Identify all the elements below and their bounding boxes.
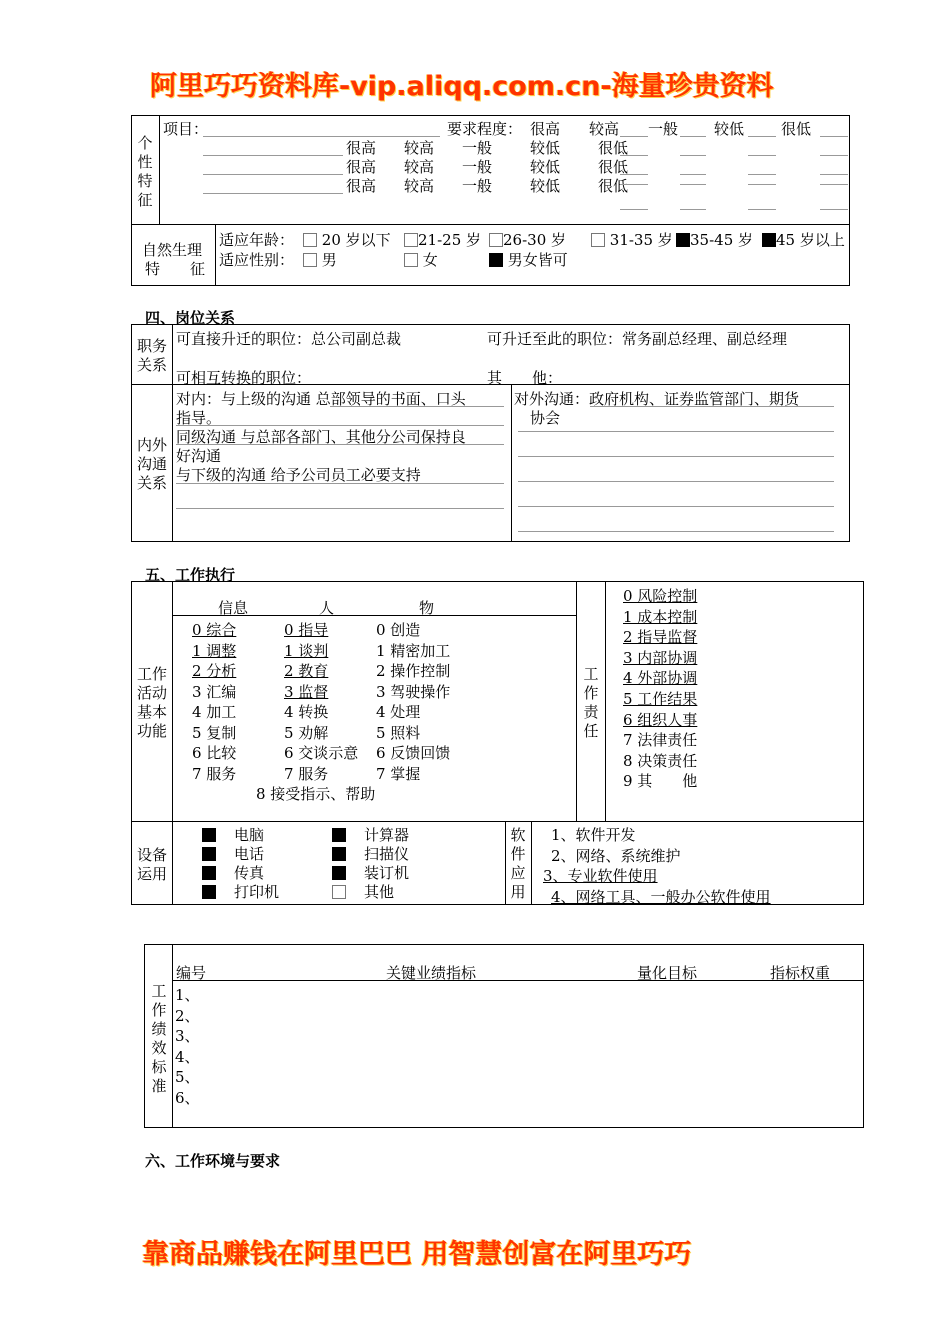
responsibility-label: 工作责任 [583,665,599,740]
info-item: 3 汇编 [192,682,237,701]
equipment-checkbox[interactable] [332,828,346,842]
level-header-4: 很低 [781,120,812,138]
kpi-table [144,944,864,1128]
physio-side-label-2: 特 征 [145,260,206,278]
things-item: 7 掌握 [376,764,421,783]
level-row-3-2: 一般 [462,177,493,195]
equipment-item[interactable] [332,862,409,883]
level-row-3-4: 很低 [598,177,629,195]
gender-label: 适应性别： [219,251,295,269]
internal-comm-5: 与下级的沟通 给予公司员工必要支持 [176,466,421,484]
equipment-checkbox[interactable] [332,885,346,899]
level-row-1-4: 很低 [598,139,629,157]
level-row-2-0: 很高 [346,158,377,176]
internal-comm-1: 对内：与上级的沟通 总部领导的书面、口头 [176,390,466,408]
info-item: 2 分析 [192,662,237,680]
age-option-2[interactable] [489,229,566,250]
top-banner: 阿里巧巧资料库-vip.aliqq.com.cn-海量珍贵资料 [150,71,774,102]
level-row-2-3: 较低 [530,158,561,176]
activity-label: 工作活动基本功能 [136,665,167,740]
age-option-3-label: 31-35 岁 [609,231,673,249]
level-row-3-3: 较低 [530,177,561,195]
people-item: 2 教育 [284,662,329,680]
info-item: 1 调整 [192,641,237,660]
equipment-item[interactable] [202,843,264,864]
duty-relations-label: 职务关系 [136,337,167,374]
equipment-item[interactable] [202,881,279,902]
people-item: 3 监督 [284,682,329,701]
responsibility-item: 2 指导监督 [623,628,698,647]
equipment-checkbox[interactable] [332,866,346,880]
level-row-3-1: 较高 [404,177,435,195]
equipment-item-label: 传真 [234,864,265,882]
people-item: 6 交谈示意 [284,744,359,762]
gender-checkbox-0[interactable] [303,253,317,267]
software-2: 3、专业软件使用 [543,867,658,885]
equipment-item-label: 其他 [364,883,395,901]
equipment-item-label: 电话 [234,845,265,863]
equipment-item-label: 装订机 [364,864,410,882]
gender-option-0-label: 男 [321,251,337,269]
kpi-header-indicator: 关键业绩指标 [386,964,477,982]
equipment-item[interactable] [332,843,409,864]
equipment-item-label: 扫描仪 [364,845,410,863]
info-item: 0 综合 [192,621,237,639]
internal-comm-3: 同级沟通 与总部各部门、其他分公司保持良 [176,428,466,446]
things-item: 0 创造 [376,621,421,639]
extra-function: 8 接受指示、帮助 [256,785,376,803]
level-row-2-4: 很低 [598,158,629,176]
section6-title: 六、工作环境与要求 [145,1152,281,1170]
responsibility-item: 0 风险控制 [623,587,698,605]
section4-title: 四、岗位关系 [145,309,236,327]
gender-option-0[interactable] [303,249,337,270]
age-checkbox-5[interactable] [762,233,776,247]
gender-option-1-label: 女 [422,251,438,269]
things-item: 4 处理 [376,703,421,721]
age-option-4-label: 35-45 岁 [690,231,754,249]
responsibility-item: 8 决策责任 [623,751,698,770]
gender-checkbox-2[interactable] [489,253,503,267]
internal-comm-4: 好沟通 [176,447,222,465]
level-header-3: 较低 [714,120,745,138]
kpi-row: 6、 [175,1088,200,1107]
kpi-row: 5、 [175,1068,200,1086]
people-item: 7 服务 [284,764,329,783]
things-item: 2 操作控制 [376,662,451,680]
responsibility-item: 7 法律责任 [623,731,698,750]
level-header-1: 较高 [589,120,620,138]
level-header-0: 很高 [530,120,561,138]
age-checkbox-0[interactable] [303,233,317,247]
level-row-1-0: 很高 [346,139,377,157]
equipment-item[interactable] [202,824,264,845]
level-row-3-0: 很高 [346,177,377,195]
transfer-positions: 可相互转换的职位： [176,369,312,387]
people-item: 5 劝解 [284,723,329,742]
age-option-0-label: 20 岁以下 [321,231,391,249]
info-item: 7 服务 [192,764,237,783]
things-item: 3 驾驶操作 [376,682,451,701]
age-checkbox-2[interactable] [489,233,503,247]
physio-side-label-1: 自然生理 [142,241,203,259]
equipment-label: 设备运用 [136,846,167,883]
info-item: 6 比较 [192,744,237,762]
kpi-row: 4、 [175,1047,200,1066]
col-header-info: 信息 [218,599,249,617]
kpi-row: 1、 [175,986,200,1004]
info-item: 4 加工 [192,703,237,721]
equipment-item[interactable] [332,881,394,902]
gender-option-2-label: 男女皆可 [507,251,568,269]
age-option-5-label: 45 岁以上 [776,231,845,249]
personality-side-label: 个性特征 [137,134,153,209]
kpi-header-target: 量化目标 [637,964,698,982]
equipment-item[interactable] [332,824,409,845]
equipment-checkbox[interactable] [202,885,216,899]
gender-option-1[interactable] [404,249,438,270]
external-comm-1: 对外沟通：政府机构、证券监管部门、期货 [514,390,800,408]
age-option-4[interactable] [676,229,753,250]
age-option-0[interactable] [303,229,391,250]
age-checkbox-1[interactable] [404,233,418,247]
responsibility-item: 6 组织人事 [623,710,698,729]
level-label: 要求程度： [447,120,523,138]
people-item: 4 转换 [284,703,329,721]
equipment-item-label: 计算器 [364,826,410,844]
equipment-item[interactable] [202,862,264,883]
responsibility-item: 9 其 他 [623,772,698,791]
level-row-2-2: 一般 [462,158,493,176]
level-row-2-1: 较高 [404,158,435,176]
external-comm-2: 协会 [530,409,561,427]
level-row-1-3: 较低 [530,139,561,157]
software-label: 软件应用 [510,826,526,901]
promote-to: 可直接升迁的职位：总公司副总裁 [176,330,402,348]
equipment-item-label: 电脑 [234,826,265,844]
age-option-2-label: 26-30 岁 [503,231,567,249]
col-header-things: 物 [419,599,435,617]
level-row-1-2: 一般 [462,139,493,157]
kpi-header-number: 编号 [176,964,207,982]
item-label: 项目： [163,120,209,138]
equipment-checkbox[interactable] [202,828,216,842]
gender-checkbox-1[interactable] [404,253,418,267]
age-option-1[interactable] [404,229,481,250]
people-item: 1 谈判 [284,641,329,660]
age-option-1-label: 21-25 岁 [418,231,482,249]
age-option-5[interactable] [762,229,845,250]
other-positions: 其 他： [487,369,563,387]
gender-option-2[interactable] [489,249,568,270]
bottom-banner: 靠商品赚钱在阿里巴巴 用智慧创富在阿里巧巧 [142,1239,692,1270]
things-item: 1 精密加工 [376,641,451,660]
info-item: 5 复制 [192,723,237,742]
software-1: 2、网络、系统维护 [551,847,681,865]
kpi-side-label: 工作绩效标准 [151,982,167,1095]
age-label: 适应年龄： [219,231,295,249]
kpi-row: 2、 [175,1006,200,1025]
equipment-checkbox[interactable] [202,847,216,861]
things-item: 5 照料 [376,723,421,742]
section5-title: 五、工作执行 [145,566,236,584]
kpi-row: 3、 [175,1027,200,1045]
people-item: 0 指导 [284,621,329,639]
software-0: 1、软件开发 [551,826,636,844]
equipment-checkbox[interactable] [202,866,216,880]
responsibility-item: 4 外部协调 [623,669,698,688]
col-header-people: 人 [319,599,335,617]
promote-from: 可升迁至此的职位：常务副总经理、副总经理 [487,330,788,348]
software-3: 4、网络工具、一般办公软件使用 [551,888,771,906]
responsibility-item: 3 内部协调 [623,648,698,667]
age-checkbox-4[interactable] [676,233,690,247]
equipment-checkbox[interactable] [332,847,346,861]
age-option-3[interactable] [591,229,673,250]
equipment-item-label: 打印机 [234,883,280,901]
responsibility-item: 5 工作结果 [623,690,698,708]
level-header-2: 一般 [648,120,679,138]
age-checkbox-3[interactable] [591,233,605,247]
responsibility-item: 1 成本控制 [623,607,698,626]
level-row-1-1: 较高 [404,139,435,157]
things-item: 6 反馈回馈 [376,744,451,762]
kpi-header-weight: 指标权重 [770,964,831,982]
internal-comm-2: 指导。 [176,409,222,427]
communication-label: 内外沟通关系 [136,436,167,492]
